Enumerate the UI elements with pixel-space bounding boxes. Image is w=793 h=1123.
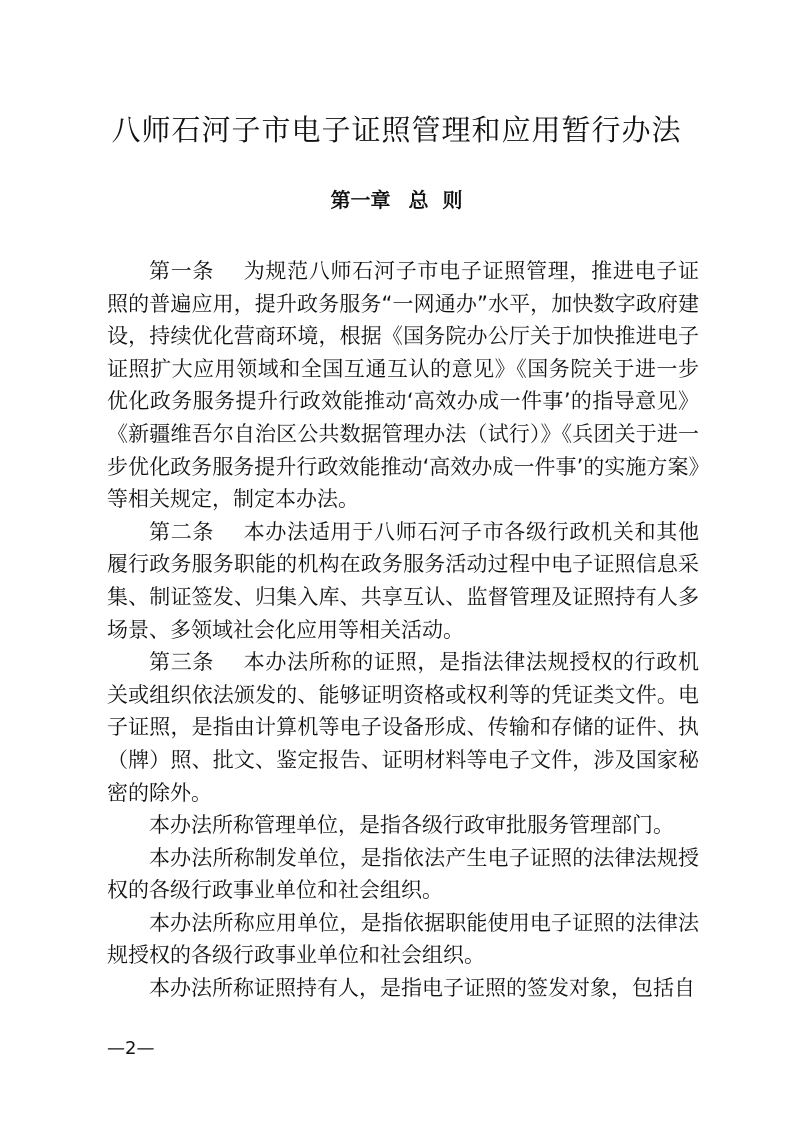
chapter-name: 总 则 xyxy=(408,188,463,212)
page-number: —2— xyxy=(107,1038,155,1059)
definition-management-unit: 本办法所称管理单位，是指各级行政审批服务管理部门。 xyxy=(149,813,674,838)
chapter-heading xyxy=(0,185,793,215)
article-1-paragraph: 第一条 为规范八师石河子市电子证照管理，推进电子证照的普遍应用，提升政务服务“一网通办”水平，加快数字政府建设，持续优化营商环境，根据《国务院办公厅关于加快推进电子证照扩大应用领域和全国互通互认的意见》《国务院关于进一步优化政务服务提升行政效能推动‘高效办成一件事’的指导意见》《新疆维吾尔自治区公共数据管理办法（试行）》《兵团关于进一步优化政务服务提升行政效能推动‘高效办成一件事’的实施方案》等相关规定，制定本办法。 xyxy=(107,259,699,512)
definition-issuing-unit: 本办法所称制发单位，是指依法产生电子证照的法律法规授权的各级行政事业单位和社会组织。 xyxy=(107,845,699,903)
article-3-paragraph: 第三条 本办法所称的证照，是指法律法规授权的行政机关或组织依法颁发的、能够证明资格或权利等的凭证类文件。电子证照，是指由计算机等电子设备形成、传输和存储的证件、执（牌）照、批文、鉴定报告、证明材料等电子文件，涉及国家秘密的除外。 xyxy=(107,650,699,805)
definition-application-unit: 本办法所称应用单位，是指依据职能使用电子证照的法律法规授权的各级行政事业单位和社会组织。 xyxy=(107,910,699,968)
article-2-paragraph: 第二条 本办法适用于八师石河子市各级行政机关和其他履行政务服务职能的机构在政务服务活动过程中电子证照信息采集、制证签发、归集入库、共享互认、监督管理及证照持有人多场景、多领域社会化应用等相关活动。 xyxy=(107,519,699,642)
definition-certificate-holder: 本办法所称证照持有人，是指电子证照的签发对象，包括自 xyxy=(149,976,695,1001)
document-title: 八师石河子市电子证照管理和应用暂行办法 xyxy=(111,113,682,147)
chapter-label: 第一章 xyxy=(330,188,391,212)
body-text xyxy=(107,255,699,1005)
